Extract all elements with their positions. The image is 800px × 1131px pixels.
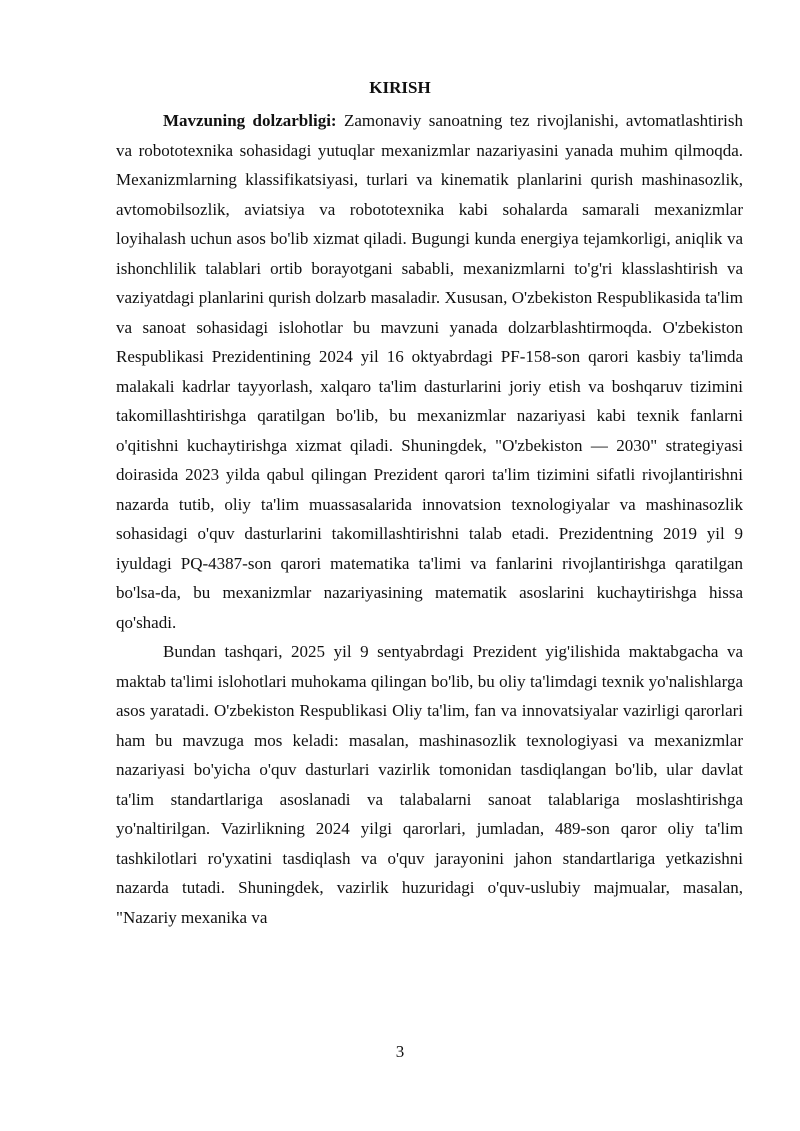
paragraph-additional — [116, 637, 743, 932]
section-heading: KIRISH — [369, 78, 431, 97]
page-number: 3 — [395, 1042, 405, 1061]
body-text — [116, 106, 743, 932]
paragraph-text: Zamonaviy sanoatning tez rivojlanishi, avtomatlashtirish va robototexnika sohasidagi yutuqlar mexanizmlar nazariyasini yanada muhim qilmoqda. Mexanizmlarning klassifikatsiyasi, turlari va kinematik planlarini qurish mashinasozlik, avtomobilsozlik, aviatsiya va robototexnika kabi sohalarda samarali mexanizmlar loyihalash uchun asos bo'lib xizmat qiladi. Bugungi kunda energiya tejamkorligi, aniqlik va ishonchlilik talablari ortib borayotgani sababli, mexanizmlarni to'g'ri klasslashtirish va vaziyatdagi planlarini qurish dolzarb masaladir. Xususan, O'zbekiston Respublikasida ta'lim va sanoat sohasidagi islohotlar bu mavzuni yanada dolzarblashtirmoqda. O'zbekiston Respublikasi Prezidentining 2024 yil 16 oktyabrdagi PF-158-son qarori kasbiy ta'limda malakali kadrlar tayyorlash, xalqaro ta'lim dasturlarini joriy etish va boshqaruv tizimini takomillashtirishga qaratilgan bo'lib, bu mexanizmlar nazariyasi kabi texnik fanlarni o'qitishni kuchaytirishga xizmat qiladi. Shuningdek, "O'zbekiston — 2030" strategiyasi doirasida 2023 yilda qabul qilingan Prezident qarori ta'lim tizimini sifatli rivojlantirishni nazarda tutib, oliy ta'lim muassasalarida innovatsion texnologiyalar va mashinasozlik sohasidagi o'quv dasturlarini takomillashtirishni talab etadi. Prezidentning 2019 yil 9 iyuldagi PQ-4387-son qarori matematika ta'limi va fanlarini rivojlantirishga qaratilgan bo'lsa-da, bu mexanizmlar nazariyasining matematik asoslarini kuchaytirishga hissa qo'shadi. — [116, 111, 744, 632]
paragraph-relevance — [116, 106, 743, 637]
paragraph-lead: Mavzuning dolzarbligi: — [163, 111, 337, 130]
paragraph-text: Bundan tashqari, 2025 yil 9 sentyabrdagi Prezident yig'ilishida maktabgacha va maktab ta'limi islohotlari muhokama qilingan bo'lib, bu oliy ta'limdagi texnik yo'nalishlarga asos yaratadi. O'zbekiston Respublikasi Oliy ta'lim, fan va innovatsiyalar vazirligi qarorlari ham bu mavzuga mos keladi: masalan, mashinasozlik texnologiyasi va mexanizmlar nazariyasi bo'yicha o'quv dasturlari vazirlik tomonidan tasdiqlangan bo'lib, ular davlat ta'lim standartlariga asoslanadi va talabalarni sanoat talablariga moslashtirishga yo'naltirilgan. Vazirlikning 2024 yilgi qarorlari, jumladan, 489-son qaror oliy ta'lim tashkilotlari ro'yxatini tasdiqlash va o'quv jarayonini jahon standartlariga yetkazishni nazarda tutadi. Shuningdek, vazirlik huzuridagi o'quv-uslubiy majmualar, masalan, "Nazariy mexanika va — [116, 642, 743, 927]
